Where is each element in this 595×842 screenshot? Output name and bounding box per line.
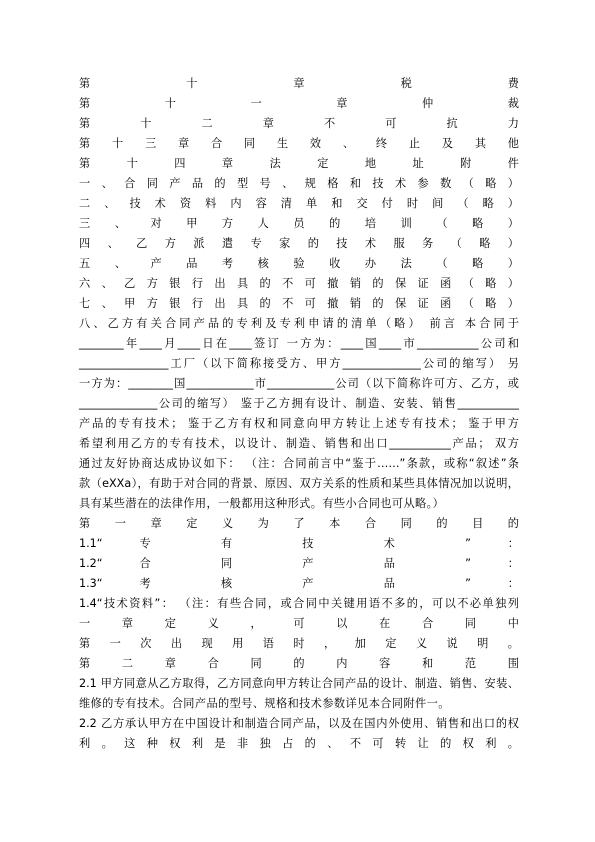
preface-line: ________________工厂（以下简称接受方、甲方______________公司的缩写） 另 [79,357,519,370]
chapter-12-heading: 第 十 二 章 不 可 抗 力 [79,117,519,130]
preface-note-line: 具有某些潜在的法律作用，一般都用这种形式。有些小合同也可从略。） [79,497,445,510]
chapter-11-heading: 第 十 一 章 仲 裁 [79,97,519,110]
clause-2-2-cont: 利 。 这 种 权 利 是 非 独 占 的 、 不 可 转 让 的 权 利 。 [79,737,519,750]
chapter-14-heading: 第 十 四 章 法 定 地 址 附 件 [79,157,519,170]
appendix-item-7: 七 、 甲 方 银 行 出 具 的 不 可 撤 销 的 保 证 函 （ 略 ） [79,297,519,310]
appendix-item-4: 四 、 乙 方 派 遣 专 家 的 技 术 服 务 （ 略 ） [79,237,519,250]
preface-line: 一方为：________国____________市____________公司（以下简称许可方、乙方，或 [79,377,519,390]
chapter-10-heading: 第 十 章 税 费 [79,77,519,90]
chapter-13-heading: 第 十 三 章 合 同 生 效 、 终 止 及 其 他 [79,137,519,150]
definition-1-1: 1.1“ 专 有 技 术 ” ： [79,537,519,550]
appendix-item-1: 一 、 合 同 产 品 的 型 号 、 规 格 和 技 术 参 数 （ 略 ） [79,177,519,190]
clause-2-2: 2.2 乙方承认甲方在中国设计和制造合同产品，以及在国内外使用、销售和出口的权 [79,717,519,730]
clause-2-1: 2.1 甲方同意从乙方取得，乙方同意向甲方转让合同产品的设计、制造、销售、安装、 [79,677,519,690]
clause-2-1-cont: 维修的专有技术。合同产品的型号、规格和技术参数详见本合同附件一。 [79,697,450,710]
definition-1-3: 1.3“ 考 核 产 品 ” ： [79,577,519,590]
definition-note-line: 一 章 定 义 ， 可 以 在 合 同 中 [79,617,519,630]
definition-1-4: 1.4“技术资料”： （注：有些合同，或合同中关键用语不多的，可以不必单独列 [79,597,519,610]
appendix-item-6: 六 、 乙 方 银 行 出 具 的 不 可 撤 销 的 保 证 函 （ 略 ） [79,277,519,290]
preface-line: ______________公司的缩写） 鉴于乙方拥有设计、制造、安装、销售___________ [79,397,519,410]
appendix-item-8-preface: 八、乙方有关合同产品的专利及专利申请的清单（略） 前言 本合同于 [79,317,519,330]
preface-note-line: 款（eXXa），有助于对合同的背景、原因、双方关系的性质和某些具体情况加以说明， [79,477,519,490]
preface-line: 希望利用乙方的专有技术，以设计、制造、销售和出口___________产品； 双方 [79,437,519,450]
definition-note-line: 第 一 次 出 现 用 语 时 ， 加 定 义 说 明 。 [79,637,519,650]
chapter-1-heading: 第 一 章 定 义 为 了 本 合 同 的 目 的 [79,517,519,530]
appendix-item-3: 三 、 对 甲 方 人 员 的 培 训 （ 略 ） [79,217,519,230]
preface-line: ________年____月____日在____签订 一方为：____国____市___________公司和 [79,337,519,350]
preface-line: 产品的专有技术； 鉴于乙方有权和同意向甲方转让上述专有技术； 鉴于甲方 [79,417,519,430]
chapter-2-heading: 第 二 章 合 同 的 内 容 和 范 围 [79,657,519,670]
definition-1-2: 1.2“ 合 同 产 品 ” ： [79,557,519,570]
appendix-item-2: 二 、 技 术 资 料 内 容 清 单 和 交 付 时 间 （ 略 ） [79,197,519,210]
appendix-item-5: 五 、 产 品 考 核 验 收 办 法 （ 略 ） [79,257,519,270]
preface-line: 通过友好协商达成协议如下： （注：合同前言中“鉴于……”条款，或称“叙述”条 [79,457,519,470]
